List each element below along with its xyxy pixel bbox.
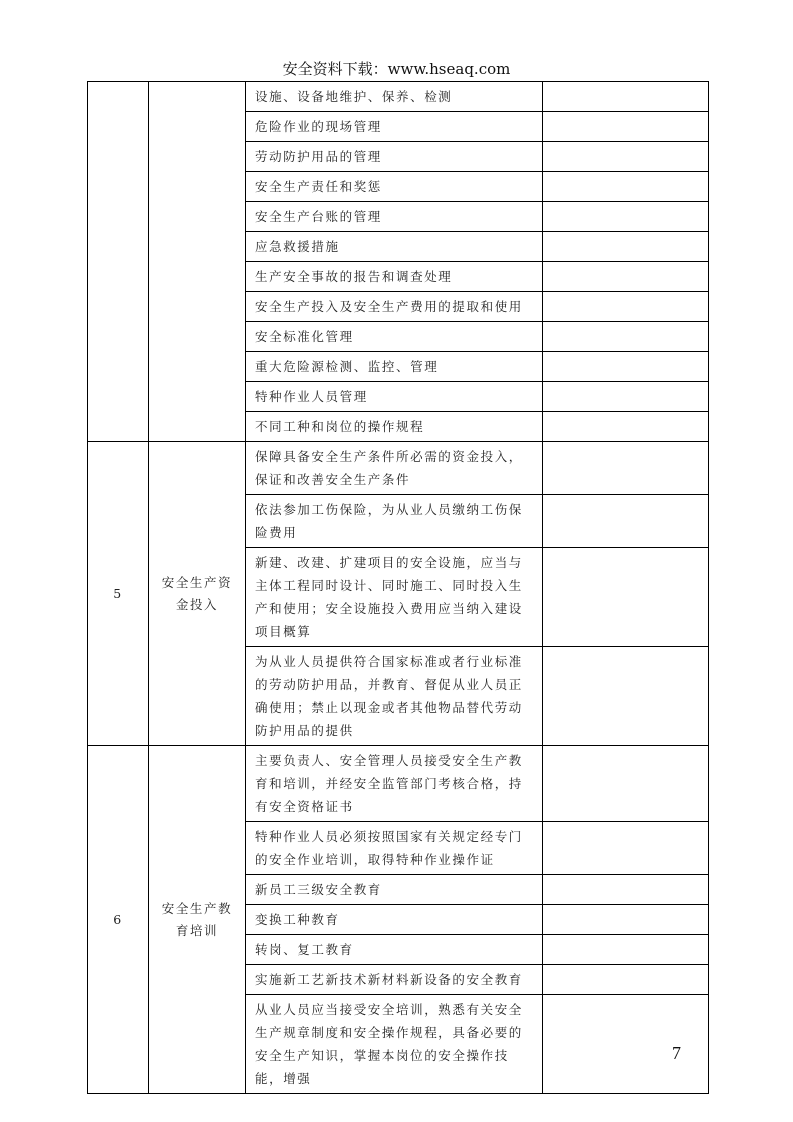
check-item: 安全生产台账的管理	[246, 202, 543, 232]
check-item: 生产安全事故的报告和调查处理	[246, 262, 543, 292]
page-number: 7	[672, 1043, 681, 1063]
check-item: 保障具备安全生产条件所必需的资金投入，保证和改善安全生产条件	[246, 442, 543, 495]
table-row	[88, 442, 709, 495]
table-row	[88, 746, 709, 822]
result-cell[interactable]	[543, 382, 709, 412]
section-number: 5	[88, 442, 149, 746]
check-item: 特种作业人员必须按照国家有关规定经专门的安全作业培训，取得特种作业操作证	[246, 822, 543, 875]
section-category: 安全生产资金投入	[149, 442, 246, 746]
result-cell[interactable]	[543, 232, 709, 262]
check-item: 重大危险源检测、监控、管理	[246, 352, 543, 382]
result-cell[interactable]	[543, 442, 709, 495]
result-cell[interactable]	[543, 262, 709, 292]
check-item: 不同工种和岗位的操作规程	[246, 412, 543, 442]
result-cell[interactable]	[543, 822, 709, 875]
check-item: 劳动防护用品的管理	[246, 142, 543, 172]
section-number	[88, 82, 149, 442]
result-cell[interactable]	[543, 875, 709, 905]
section-category	[149, 82, 246, 442]
result-cell[interactable]	[543, 965, 709, 995]
result-cell[interactable]	[543, 322, 709, 352]
check-item: 新建、改建、扩建项目的安全设施，应当与主体工程同时设计、同时施工、同时投入生产和使用；安全设施投入费用应当纳入建设项目概算	[246, 548, 543, 647]
result-cell[interactable]	[543, 995, 709, 1094]
check-item: 依法参加工伤保险，为从业人员缴纳工伤保险费用	[246, 495, 543, 548]
table-row	[88, 82, 709, 112]
result-cell[interactable]	[543, 142, 709, 172]
check-item: 实施新工艺新技术新材料新设备的安全教育	[246, 965, 543, 995]
result-cell[interactable]	[543, 82, 709, 112]
result-cell[interactable]	[543, 647, 709, 746]
result-cell[interactable]	[543, 172, 709, 202]
result-cell[interactable]	[543, 412, 709, 442]
result-cell[interactable]	[543, 905, 709, 935]
result-cell[interactable]	[543, 548, 709, 647]
page-header: 安全资料下载：www.hseaq.com	[282, 60, 511, 78]
check-item: 新员工三级安全教育	[246, 875, 543, 905]
result-cell[interactable]	[543, 292, 709, 322]
section-number: 6	[88, 746, 149, 1094]
result-cell[interactable]	[543, 112, 709, 142]
check-item: 转岗、复工教育	[246, 935, 543, 965]
check-item: 危险作业的现场管理	[246, 112, 543, 142]
check-item: 安全生产投入及安全生产费用的提取和使用	[246, 292, 543, 322]
section-category: 安全生产教育培训	[149, 746, 246, 1094]
check-item: 设施、设备地维护、保养、检测	[246, 82, 543, 112]
check-item: 特种作业人员管理	[246, 382, 543, 412]
check-item: 为从业人员提供符合国家标准或者行业标准的劳动防护用品，并教育、督促从业人员正确使用；禁止以现金或者其他物品替代劳动防护用品的提供	[246, 647, 543, 746]
result-cell[interactable]	[543, 495, 709, 548]
check-item: 变换工种教育	[246, 905, 543, 935]
checklist-table	[87, 81, 709, 1094]
result-cell[interactable]	[543, 202, 709, 232]
check-item: 安全生产责任和奖惩	[246, 172, 543, 202]
check-item: 从业人员应当接受安全培训，熟悉有关安全生产规章制度和安全操作规程，具备必要的安全生产知识，掌握本岗位的安全操作技能，增强	[246, 995, 543, 1094]
check-item: 主要负责人、安全管理人员接受安全生产教育和培训，并经安全监管部门考核合格，持有安全资格证书	[246, 746, 543, 822]
result-cell[interactable]	[543, 935, 709, 965]
check-item: 应急救援措施	[246, 232, 543, 262]
result-cell[interactable]	[543, 352, 709, 382]
result-cell[interactable]	[543, 746, 709, 822]
check-item: 安全标准化管理	[246, 322, 543, 352]
